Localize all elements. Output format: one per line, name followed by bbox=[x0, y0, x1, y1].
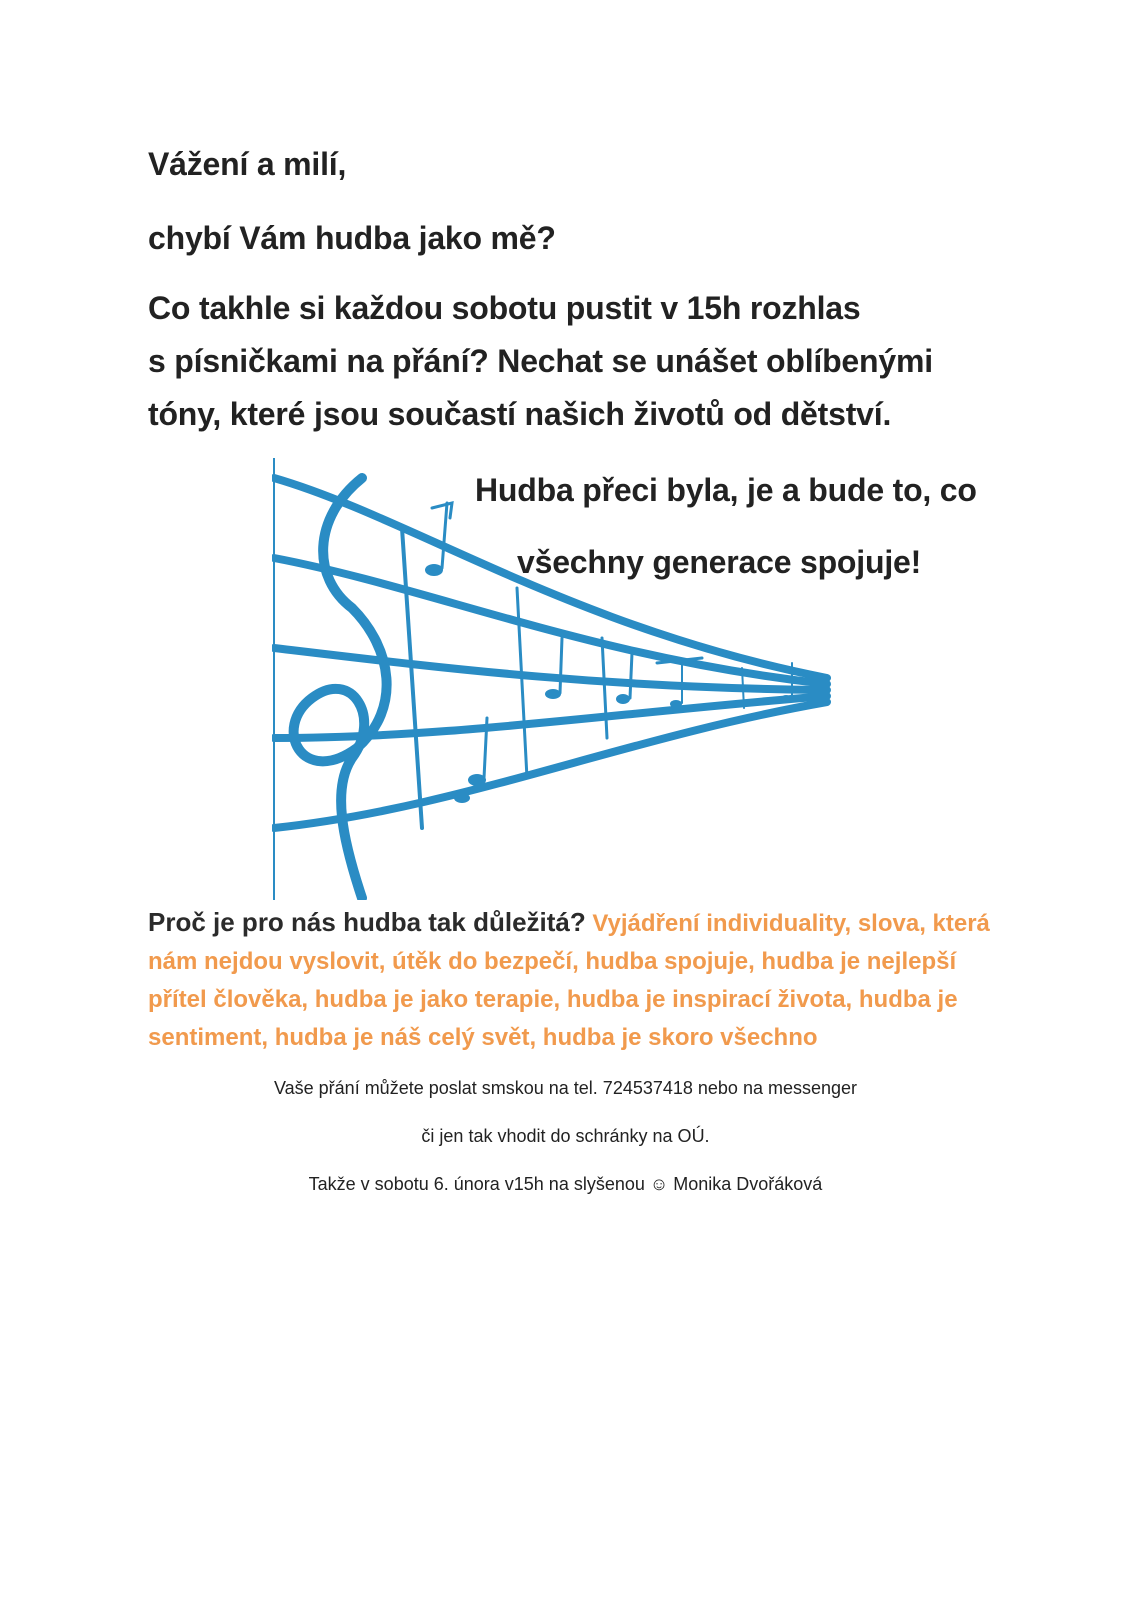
closing-line: Takže v sobotu 6. února v15h na slyšenou ☺ Monika Dvořáková bbox=[308, 1174, 823, 1194]
question-heading: chybí Vám hudba jako mě? bbox=[148, 220, 556, 256]
highlight-line: všechny generace spojuje! bbox=[517, 544, 922, 580]
music-staff-illustration-icon bbox=[272, 458, 852, 900]
why-music-paragraph bbox=[148, 903, 1008, 1057]
why-question: Proč je pro nás hudba tak důležitá? bbox=[148, 907, 586, 937]
why-answer: Vyjádření individuality, slova, která nám nejdou vyslovit, útěk do bezpečí, hudba spojuje, hudba je nejlepší přítel člověka, hudba je jako terapie, hudba je inspirací života, hudba je sentiment, hudba je náš celý svět, hudba je skoro všechno bbox=[148, 910, 990, 1051]
paragraph-line: tóny, které jsou součastí našich životů od dětství. bbox=[148, 396, 892, 432]
greeting: Vážení a milí, bbox=[148, 146, 347, 182]
mailbox-line: či jen tak vhodit do schránky na OÚ. bbox=[421, 1126, 710, 1146]
paragraph-line: s písničkami na přání? Nechat se unášet oblíbenými bbox=[148, 343, 933, 379]
highlight-line: Hudba přeci byla, je a bude to, co bbox=[475, 472, 977, 508]
paragraph-line: Co takhle si každou sobotu pustit v 15h rozhlas bbox=[148, 290, 861, 326]
contact-line: Vaše přání můžete poslat smskou na tel. 724537418 nebo na messenger bbox=[273, 1078, 858, 1098]
